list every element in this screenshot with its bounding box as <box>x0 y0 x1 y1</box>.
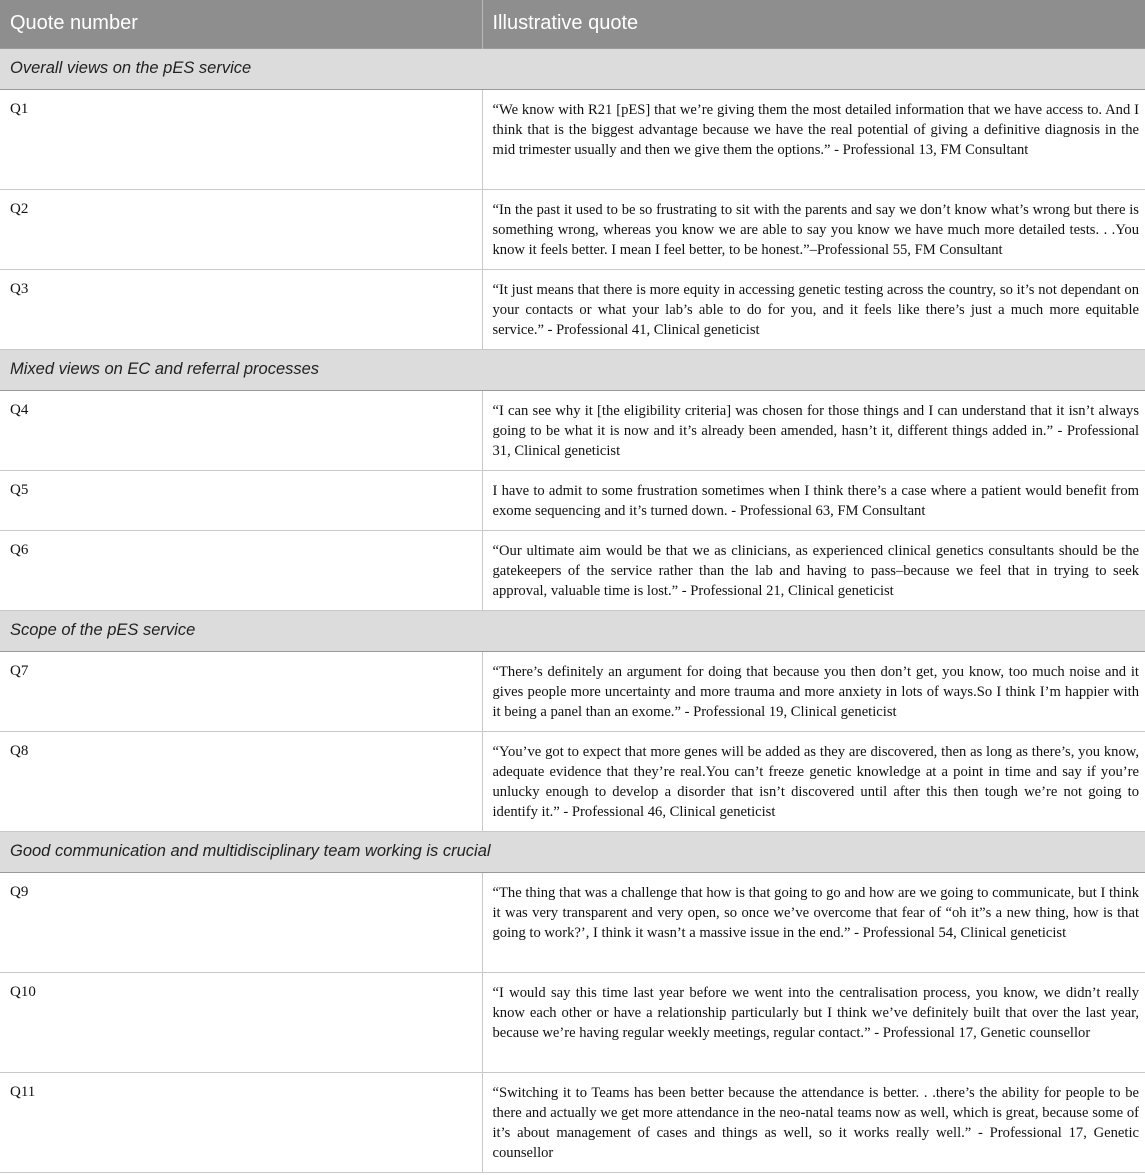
quote-number: Q2 <box>0 189 482 269</box>
quote-text: “In the past it used to be so frustrating to sit with the parents and say we don’t know what’s wrong but there is something wrong, whereas you know we are able to say you know we have much more detailed tests. . .You know it feels better. I mean I feel better, to be honest.”–Professional 55, FM Consultant <box>482 189 1145 269</box>
table-row <box>0 651 1145 731</box>
header-quote-number: Quote number <box>0 0 482 48</box>
table-row <box>0 972 1145 1072</box>
quote-number: Q4 <box>0 390 482 470</box>
section-row <box>0 48 1145 89</box>
section-title: Scope of the pES service <box>0 610 1145 651</box>
quote-number: Q10 <box>0 972 482 1072</box>
quote-text: I have to admit to some frustration sometimes when I think there’s a case where a patient would benefit from exome sequencing and it’s turned down. - Professional 63, FM Consultant <box>482 470 1145 530</box>
table-row <box>0 1072 1145 1172</box>
quote-text: “It just means that there is more equity in accessing genetic testing across the country, so it’s not dependant on your contacts or what your lab’s able to do for you, and it feels like there’s just a much more equitable service.” - Professional 41, Clinical geneticist <box>482 269 1145 349</box>
quote-text: “We know with R21 [pES] that we’re giving them the most detailed information that we have access to. And I think that is the biggest advantage because we have the real potential of giving a definitive diagnosis in the mid trimester usually and then we give them the options.” - Professional 13, FM Consultant <box>482 89 1145 189</box>
table-row <box>0 530 1145 610</box>
quote-number: Q5 <box>0 470 482 530</box>
quote-text: “I would say this time last year before we went into the centralisation process, you know, we didn’t really know each other or have a relationship particularly but I think we’ve definitely built that over the last year, because we’re having regular weekly meetings, regular contact.” - Professional 17, Genetic counsellor <box>482 972 1145 1072</box>
quote-number: Q11 <box>0 1072 482 1172</box>
quote-text: “You’ve got to expect that more genes will be added as they are discovered, then as long as there’s, you know, adequate evidence that they’re real.You can’t freeze genetic knowledge at a point in time and say if you’re unlucky enough to develop a disorder that isn’t discovered until after this then tough we’re not going to identify it.” - Professional 46, Clinical geneticist <box>482 731 1145 831</box>
table-row <box>0 390 1145 470</box>
table-row <box>0 89 1145 189</box>
quote-number: Q3 <box>0 269 482 349</box>
quote-text: “Our ultimate aim would be that we as clinicians, as experienced clinical genetics consultants should be the gatekeepers of the service rather than the lab and having to pass–because we feel that in trying to seek approval, valuable time is lost.” - Professional 21, Clinical geneticist <box>482 530 1145 610</box>
section-row <box>0 349 1145 390</box>
quote-text: “Switching it to Teams has been better because the attendance is better. . .there’s the ability for people to be there and actually we get more attendance in the neo-natal teams now as well, which is great, because some of it’s about management of cases and things as well, so it works really well.” - Professional 17, Genetic counsellor <box>482 1072 1145 1172</box>
header-illustrative-quote: Illustrative quote <box>482 0 1145 48</box>
quote-text: “I can see why it [the eligibility criteria] was chosen for those things and I can understand that it isn’t always going to be what it is now and it’s already been amended, hasn’t it, different things added in.” - Professional 31, Clinical geneticist <box>482 390 1145 470</box>
section-row <box>0 831 1145 872</box>
section-title: Mixed views on EC and referral processes <box>0 349 1145 390</box>
section-title: Overall views on the pES service <box>0 48 1145 89</box>
section-row <box>0 610 1145 651</box>
table-row <box>0 872 1145 972</box>
table-row <box>0 189 1145 269</box>
quote-number: Q6 <box>0 530 482 610</box>
table-row <box>0 269 1145 349</box>
table-row <box>0 470 1145 530</box>
header-row <box>0 0 1145 48</box>
quote-number: Q9 <box>0 872 482 972</box>
table-row <box>0 731 1145 831</box>
quote-number: Q7 <box>0 651 482 731</box>
quote-text: “The thing that was a challenge that how is that going to go and how are we going to communicate, but I think it was very transparent and very open, so once we’ve overcome that fear of “oh it”s a new thing, how is that going to work?’, I think it wasn’t a massive issue in the end.” - Professional 54, Clinical geneticist <box>482 872 1145 972</box>
quote-text: “There’s definitely an argument for doing that because you then don’t get, you know, too much noise and it gives people more uncertainty and more trauma and more anxiety in lots of ways.So I think I’m happier with it being a panel than an exome.” - Professional 19, Clinical geneticist <box>482 651 1145 731</box>
quote-number: Q8 <box>0 731 482 831</box>
quote-number: Q1 <box>0 89 482 189</box>
section-title: Good communication and multidisciplinary team working is crucial <box>0 831 1145 872</box>
